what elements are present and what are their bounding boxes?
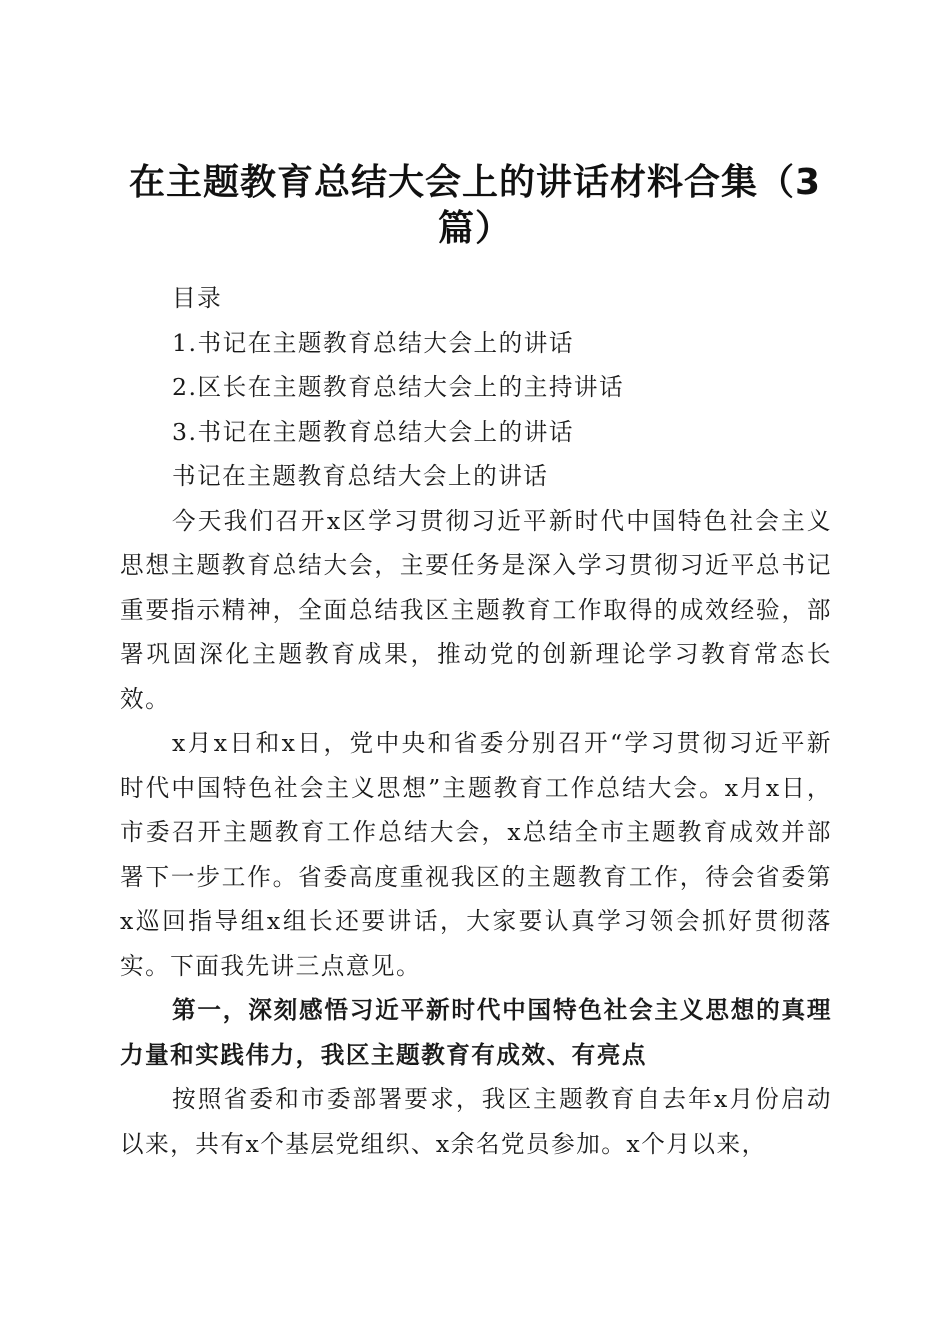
- section-title: 书记在主题教育总结大会上的讲话: [172, 462, 549, 490]
- toc-item: 1.书记在主题教育总结大会上的讲话: [172, 328, 574, 357]
- section-heading-first: 第一，深刻感悟习近平新时代中国特色社会主义思想的真理力量和实践伟力，我区主题教育有成效、有亮点: [120, 996, 832, 1069]
- body-paragraph: 按照省委和市委部署要求，我区主题教育自去年x月份启动以来，共有x个基层党组织、x余名党员参加。x个月以来，: [120, 1085, 832, 1158]
- toc-item: 3.书记在主题教育总结大会上的讲话: [172, 417, 574, 446]
- toc-item: 2.区长在主题教育总结大会上的主持讲话: [172, 373, 625, 401]
- toc-heading: 目录: [172, 284, 223, 312]
- body-paragraph: x月x日和x日，党中央和省委分别召开“学习贯彻习近平新时代中国特色社会主义思想”主题教育工作总结大会。x月x日，市委召开主题教育工作总结大会，x总结全市主题教育成效并部署下一步工作。省委高度重视我区的主题教育工作，待会省委第x巡回指导组x组长还要讲话，大家要认真学习领会抓好贯彻落实。下面我先讲三点意见。: [120, 729, 832, 980]
- document-body: [120, 276, 832, 1166]
- document-title: 在主题教育总结大会上的讲话材料合集（3篇）: [128, 162, 822, 250]
- body-paragraph: 今天我们召开x区学习贯彻习近平新时代中国特色社会主义思想主题教育总结大会，主要任务是深入学习贯彻习近平总书记重要指示精神，全面总结我区主题教育工作取得的成效经验，部署巩固深化主题教育成果，推动党的创新理论学习教育常态长效。: [120, 506, 832, 713]
